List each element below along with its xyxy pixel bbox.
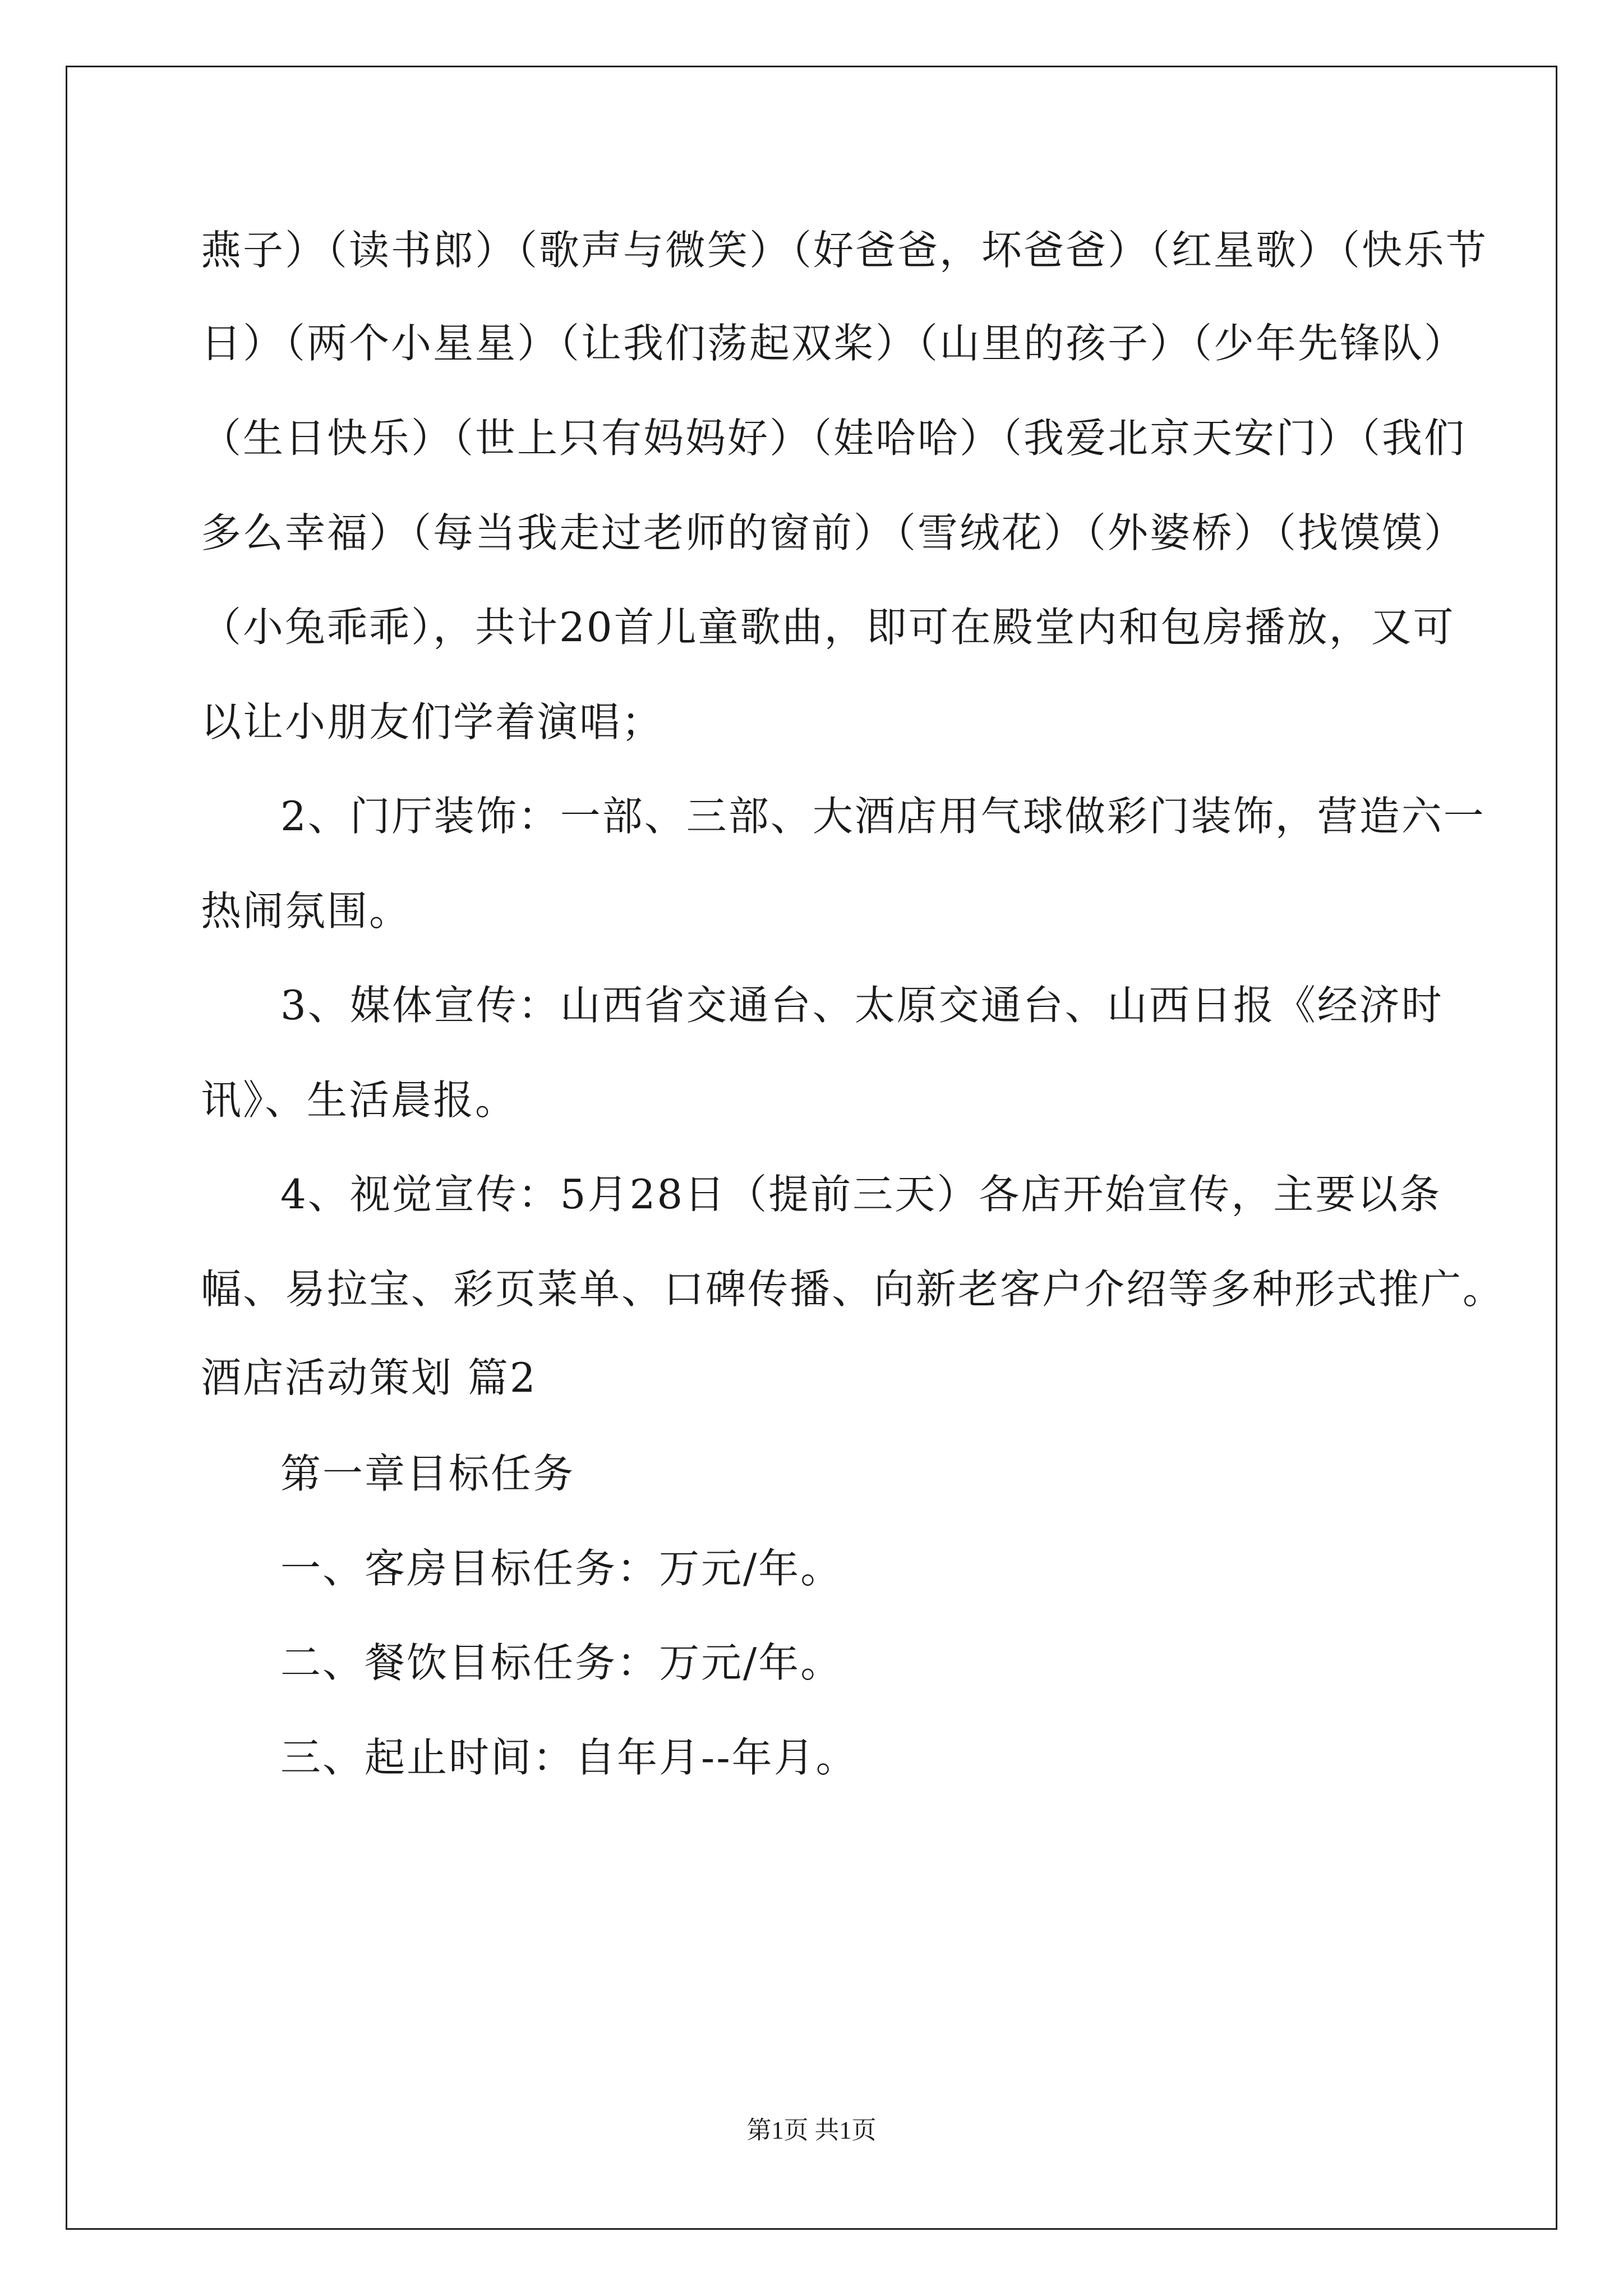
- paragraph-item-2: 2、门厅装饰：一部、三部、大酒店用气球做彩门装饰，营造六一: [280, 793, 1486, 840]
- chapter-title: 第一章目标任务: [280, 1450, 575, 1497]
- body-text-line: 热闹氛围。: [201, 887, 412, 935]
- page-footer: 第1页 共1页: [746, 2116, 877, 2144]
- body-text-line: 多么幸福）（每当我走过老师的窗前）（雪绒花）（外婆桥）（找馍馍）: [201, 509, 1467, 556]
- list-item: 三、起止时间：自年月--年月。: [280, 1734, 858, 1781]
- page-border: [66, 66, 1557, 2230]
- body-text-line: 日）（两个小星星）（让我们荡起双桨）（山里的孩子）（少年先锋队）: [201, 320, 1467, 367]
- list-item: 二、餐饮目标任务：万元/年。: [280, 1639, 843, 1686]
- body-text-line: （小兔乖乖），共计20首儿童歌曲，即可在殿堂内和包房播放，又可: [201, 604, 1455, 651]
- body-text-line: 以让小朋友们学着演唱；: [201, 698, 664, 746]
- paragraph-item-3: 3、媒体宣传：山西省交通台、太原交通台、山西日报《经济时: [280, 982, 1444, 1029]
- body-text-line: 幅、易拉宝、彩页菜单、口碑传播、向新老客户介绍等多种形式推广。: [201, 1266, 1505, 1313]
- body-text-line: （生日快乐）（世上只有妈妈好）（娃哈哈）（我爱北京天安门）（我们: [201, 415, 1467, 462]
- list-item: 一、客房目标任务：万元/年。: [280, 1545, 843, 1592]
- body-text-line: 讯》、生活晨报。: [201, 1076, 518, 1124]
- paragraph-item-4: 4、视觉宣传：5月28日（提前三天）各店开始宣传，主要以条: [280, 1171, 1442, 1218]
- body-text-line: 燕子）（读书郎）（歌声与微笑）（好爸爸，坏爸爸）（红星歌）（快乐节: [201, 227, 1488, 274]
- section-heading: 酒店活动策划 篇2: [201, 1354, 537, 1401]
